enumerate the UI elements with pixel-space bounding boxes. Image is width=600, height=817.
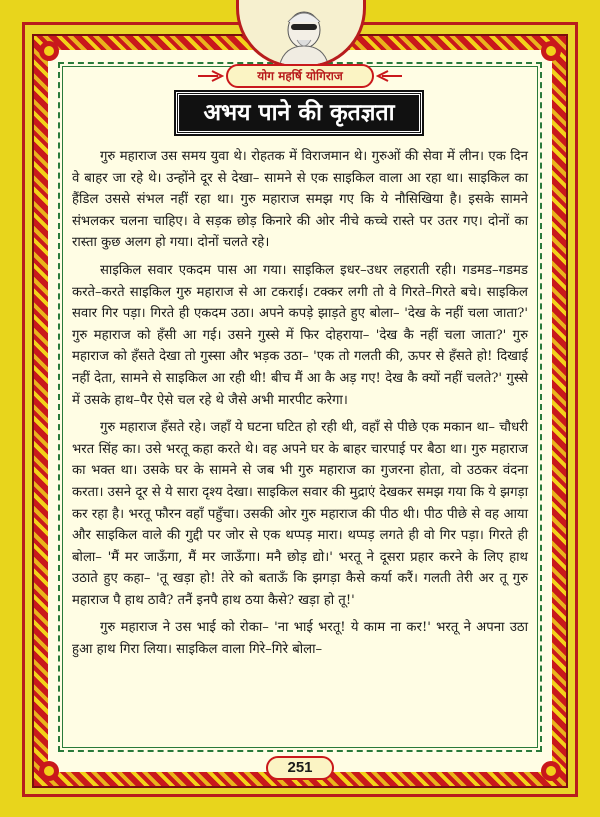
banner-ornament-right-icon xyxy=(376,70,402,82)
page-number: 251 xyxy=(266,756,334,780)
chapter-title: अभय पाने की कृतज्ञता xyxy=(176,92,422,134)
paragraph: साइकिल सवार एकदम पास आ गया। साइकिल इधर–उधर लहराती रही। गडमड–गडमड करते–करते साइकिल गुरु महाराज से आ टकराई। टक्कर लगी तो वे गिरते–गिरते बचे। साइकिल सवार गिर पड़ा। गिरते ही एकदम उठा। अपने कपड़े झाड़ते हुए बोला– 'देख के नहीं चला जाता?' गुरु महाराज को हँसी आ गई। उसने गुस्से में फिर दोहराया– 'देख कै नहीं चला जाता?' गुरु महाराज को हँसते देखा तो गुस्सा और भड़क उठा– 'एक तो गलती की, ऊपर से हँसते हो! दिखाई नहीं देता, सामने से साइकिल आ रही थी! बीच मैं आ कै अड़ गए! देख कै क्यों नहीं चलते?' गुस्से में उसके हाथ–पैर ऐसे चल रहे थे जैसे अभी मारपीट करेगा। xyxy=(72,262,528,408)
paragraph: गुरु महाराज ने उस भाई को रोका– 'ना भाई भरतू! ये काम ना कर!' भरतू ने अपना उठा हुआ हाथ गिरा लिया। साइकिल वाला गिरे–गिरे बोला– xyxy=(72,620,528,658)
paragraph: गुरु महाराज हँसते रहे। जहाँ ये घटना घटित हो रही थी, वहाँ से पीछे एक मकान था– चौधरी भरत सिंह का। उसे भरतू कहा करते थे। वह अपने घर के बाहर चारपाई पर बैठा था। गुरु महाराज का भक्त था। उसके घर के सामने से जब भी गुरु महाराज का गुजरना होता, वो उठकर वंदना करता। उसने दूर से ये सारा दृश्य देखा। साइकिल सवार की मुद्राएं देखकर समझ गया कि ये झगड़ा कर रहा है। भरतू फौरन वहाँ पहुँचा। उसकी ओर गुरु महाराज की पीठ थी। पीठ पीछे से वह आया और साइकिल वाले की गुद्दी पर जोर से एक थप्पड़ मारा। थप्पड़ लगते ही वो गिर पड़ा। गिरते ही बोला– 'मैं मर जाऊँगा, मैं मर जाऊँगा। मनै छोड़ द्यो।' भरतू ने दूसरा प्रहार करने के लिए हाथ उठाते हुए कहा– 'तू खड़ा हो! तेरे को बताऊँ कि झगड़ा कैसे कर्या करैं। गलती तेरी अर तू गुरु महाराज पै हाथ ठावै? तनैं इनपै हाथ ठया कैसे? खड़ा हो तू!' xyxy=(72,420,528,608)
series-title: योग महर्षि योगिराज xyxy=(226,64,374,88)
guru-portrait-icon xyxy=(239,0,366,68)
corner-ornament-icon xyxy=(536,756,566,786)
corner-ornament-icon xyxy=(536,36,566,66)
guru-portrait xyxy=(236,0,366,68)
banner-ornament-left-icon xyxy=(198,70,224,82)
paragraph: गुरु महाराज उस समय युवा थे। रोहतक में विराजमान थे। गुरुओं की सेवा में लीन। एक दिन वे बाहर जा रहे थे। उन्होंने दूर से देखा– सामने से एक साइकिल वाला आ रहा था। साइकिल का हैंडिल उससे संभल नहीं रहा था। गुरु महाराज समझ गए कि ये नौसिखिया है। इसके सामने संभलकर चलना चाहिए। वे सड़क छोड़ किनारे की ओर नीचे कच्चे रास्ते पर उतर गए। दोनों का रास्ता कुछ अलग हो गया। दोनों चलते रहे। xyxy=(72,149,528,251)
body-text xyxy=(72,146,528,667)
corner-ornament-icon xyxy=(34,36,64,66)
corner-ornament-icon xyxy=(34,756,64,786)
